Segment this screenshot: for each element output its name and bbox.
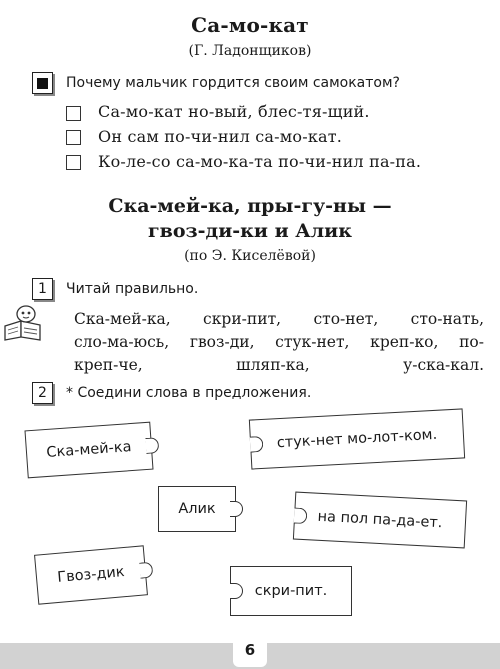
reading-book-icon: [2, 304, 46, 342]
puzzle-piece-label: на пол па-да-ет.: [317, 508, 443, 532]
task-2-instruction: * Соедини слова в предложения.: [66, 385, 312, 401]
puzzle-piece-gvozdik[interactable]: [34, 545, 148, 604]
option-checkbox-3[interactable]: [66, 155, 81, 170]
puzzle-notch-icon: [294, 508, 308, 525]
story-author-skameyka: (по Э. Киселёвой): [184, 248, 316, 264]
puzzle-notch-icon: [230, 583, 243, 599]
task-number-2: 2: [32, 382, 53, 404]
puzzle-notch-icon: [250, 436, 264, 453]
puzzle-piece-na-pol[interactable]: [293, 492, 467, 549]
puzzle-piece-alik[interactable]: [158, 486, 236, 532]
question-text: Почему мальчик гордится своим самокатом?: [66, 75, 400, 91]
puzzle-piece-skripit[interactable]: [230, 566, 352, 616]
task-1-instruction: Читай правильно.: [66, 281, 199, 297]
puzzle-piece-label: скри-пит.: [254, 583, 328, 599]
puzzle-knob-icon: [139, 562, 153, 579]
story-title-samokat: Са-мо-кат: [191, 13, 309, 37]
reading-words: [74, 308, 484, 377]
puzzle-piece-label: Гвоз-дик: [56, 564, 126, 586]
option-checkbox-1[interactable]: [66, 106, 81, 121]
option-text-3: Ко-ле-со са-мо-ка-та по-чи-нил па-па.: [98, 152, 422, 171]
option-text-2: Он сам по-чи-нил са-мо-кат.: [98, 127, 343, 146]
page-number: 6: [233, 633, 267, 667]
puzzle-piece-skameyka[interactable]: [24, 422, 153, 479]
story-title-skameyka: [0, 194, 500, 244]
filled-square-icon: [37, 78, 48, 89]
story-title-line-1: Ска-мей-ка, пры-гу-ны —: [108, 195, 392, 217]
puzzle-piece-label: Алик: [178, 501, 216, 517]
story-author-samokat: (Г. Ладонщиков): [188, 43, 312, 59]
puzzle-piece-label: стук-нет мо-лот-ком.: [276, 426, 438, 452]
puzzle-knob-icon: [230, 501, 243, 517]
task-number-1: 1: [32, 278, 53, 300]
puzzle-knob-icon: [145, 437, 159, 454]
puzzle-piece-label: Ска-мей-ка: [45, 439, 133, 461]
reading-line-1: Ска-мей-ка, скри-пит, сто-нет, сто-нать,: [74, 310, 484, 328]
option-checkbox-2[interactable]: [66, 130, 81, 145]
puzzle-piece-stuknet[interactable]: [249, 408, 465, 469]
reading-line-2: сло-ма-юсь, гвоз-ди, стук-нет, креп-ко, по-: [74, 333, 484, 351]
reading-line-3: креп-че, шляп-ка, у-ска-кал.: [74, 356, 484, 374]
question-marker: [32, 72, 53, 94]
option-text-1: Са-мо-кат но-вый, блес-тя-щий.: [98, 102, 370, 121]
story-title-line-2: гвоз-ди-ки и Алик: [148, 220, 352, 242]
